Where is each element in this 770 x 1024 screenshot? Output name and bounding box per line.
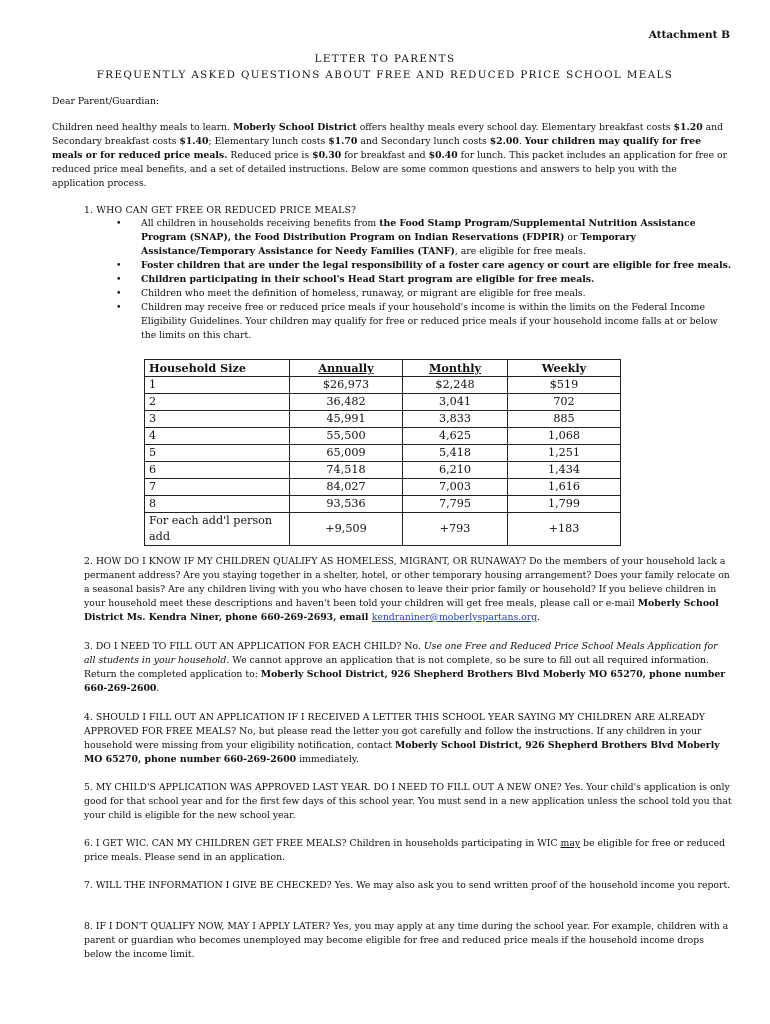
list-item: • Children may receive free or reduced price meals if your household's income is within the limits on the Federal Income Eligibility Guidelines. Your children may qualify for free or reduced price meals if your household income falls at or below the limits on this chart. bbox=[116, 301, 732, 343]
table-cell: $2,248 bbox=[403, 377, 508, 394]
letter-subtitle: FREQUENTLY ASKED QUESTIONS ABOUT FREE AND REDUCED PRICE SCHOOL MEALS bbox=[96, 69, 674, 81]
table-cell: +183 bbox=[508, 513, 621, 546]
table-row bbox=[145, 513, 621, 546]
table-cell: 5 bbox=[145, 445, 290, 462]
table-cell: For each add'l person add bbox=[145, 513, 290, 546]
question-7: 7. WILL THE INFORMATION I GIVE BE CHECKED? Yes. We may also ask you to send written proof of the household income you report. bbox=[84, 880, 731, 891]
table-cell: 3 bbox=[145, 411, 290, 428]
table-cell: 1,799 bbox=[508, 496, 621, 513]
letter-title: LETTER TO PARENTS bbox=[314, 53, 456, 65]
table-cell: 1,616 bbox=[508, 479, 621, 496]
table-cell: 4 bbox=[145, 428, 290, 445]
table-cell: 6,210 bbox=[403, 462, 508, 479]
table-cell: $519 bbox=[508, 377, 621, 394]
table-cell: 1,434 bbox=[508, 462, 621, 479]
table-row bbox=[145, 496, 621, 513]
question-2: 2. HOW DO I KNOW IF MY CHILDREN QUALIFY AS HOMELESS, MIGRANT, OR RUNAWAY? Do the members of your household lack a permanent address? Are you staying together in a shelter, hotel, or other temporary housing arrangement? Does your family relocate on a seasonal basis? Are any children living with you who have chosen to leave their prior family or household? If you believe children in your household meet these descriptions and haven't been told your children will get free meals, please call or e-mail Moberly School District Ms. Kendra Niner, phone 660-269-2693, email kendraniner@moberlyspartans.org. bbox=[84, 556, 730, 623]
question-6: 6. I GET WIC. CAN MY CHILDREN GET FREE MEALS? Children in households participating in WIC may be eligible for free or reduced price meals. Please send in an application. bbox=[84, 838, 726, 863]
question-3: 3. DO I NEED TO FILL OUT AN APPLICATION FOR EACH CHILD? No. Use one Free and Reduced Price School Meals Application for all students in your household. We cannot approve an application that is not complete, so be sure to fill out all required information. Return the completed application to: Moberly School District, 926 Shepherd Brothers Blvd Moberly MO 65270, phone number 660-269-2600. bbox=[84, 641, 726, 694]
table-cell: 74,518 bbox=[290, 462, 403, 479]
table-cell: 7,003 bbox=[403, 479, 508, 496]
eligibility-list bbox=[116, 217, 732, 343]
table-cell: 1 bbox=[145, 377, 290, 394]
table-cell: 1,068 bbox=[508, 428, 621, 445]
table-cell: 702 bbox=[508, 394, 621, 411]
table-row bbox=[145, 445, 621, 462]
contact-email-link[interactable]: kendraniner@moberlyspartans.org bbox=[371, 612, 538, 623]
table-cell: 4,625 bbox=[403, 428, 508, 445]
table-cell: 3,833 bbox=[403, 411, 508, 428]
column-header: Annually bbox=[290, 360, 403, 377]
table-cell: 65,009 bbox=[290, 445, 403, 462]
column-header: Monthly bbox=[403, 360, 508, 377]
table-cell: +793 bbox=[403, 513, 508, 546]
table-row bbox=[145, 394, 621, 411]
table-cell: 6 bbox=[145, 462, 290, 479]
table-cell: 45,991 bbox=[290, 411, 403, 428]
table-header-row bbox=[145, 360, 621, 377]
table-cell: +9,509 bbox=[290, 513, 403, 546]
table-cell: 36,482 bbox=[290, 394, 403, 411]
greeting: Dear Parent/Guardian: bbox=[52, 96, 160, 107]
question-8: 8. IF I DON'T QUALIFY NOW, MAY I APPLY LATER? Yes, you may apply at any time during the school year. For example, children with a parent or guardian who becomes unemployed may become eligible for free and reduced price meals if the household income drops below the income limit. bbox=[84, 921, 729, 960]
table-cell: 7,795 bbox=[403, 496, 508, 513]
table-cell: 55,500 bbox=[290, 428, 403, 445]
intro-paragraph: Children need healthy meals to learn. Moberly School District offers healthy meals every school day. Elementary breakfast costs $1.20 and Secondary breakfast costs $1.40; Elementary lunch costs $1.70 and Secondary lunch costs $2.00. Your children may qualify for free meals or for reduced price meals. Reduced price is $0.30 for breakfast and $0.40 for lunch. This packet includes an application for free or reduced price meal benefits, and a set of detailed instructions. Below are some common questions and answers to help you with the application process. bbox=[52, 122, 728, 189]
question-4: 4. SHOULD I FILL OUT AN APPLICATION IF I RECEIVED A LETTER THIS SCHOOL YEAR SAYING MY CHILDREN ARE ALREADY APPROVED FOR FREE MEALS? No, but please read the letter you got carefully and follow the instructions. If any children in your household were missing from your eligibility notification, contact Moberly School District, 926 Shepherd Brothers Blvd Moberly MO 65270, phone number 660-269-2600 immediately. bbox=[84, 712, 720, 765]
list-item: • Children participating in their school's Head Start program are eligible for free meals. bbox=[116, 273, 732, 287]
table-row bbox=[145, 462, 621, 479]
table-row bbox=[145, 479, 621, 496]
table-cell: 1,251 bbox=[508, 445, 621, 462]
table-row bbox=[145, 428, 621, 445]
question-5: 5. MY CHILD'S APPLICATION WAS APPROVED LAST YEAR. DO I NEED TO FILL OUT A NEW ONE? Yes. Your child's application is only good for that school year and for the first few days of this school year. You must send in a new application unless the school told you that your child is eligible for the new school year. bbox=[84, 782, 732, 821]
table-cell: 3,041 bbox=[403, 394, 508, 411]
table-cell: 84,027 bbox=[290, 479, 403, 496]
table-row bbox=[145, 411, 621, 428]
question-1-heading: 1. WHO CAN GET FREE OR REDUCED PRICE MEALS? bbox=[84, 205, 357, 216]
table-cell: 93,536 bbox=[290, 496, 403, 513]
list-item: • Children who meet the definition of homeless, runaway, or migrant are eligible for free meals. bbox=[116, 287, 732, 301]
income-eligibility-table bbox=[144, 359, 621, 546]
table-cell: 885 bbox=[508, 411, 621, 428]
column-header: Weekly bbox=[508, 360, 621, 377]
table-row bbox=[145, 377, 621, 394]
list-item: • Foster children that are under the legal responsibility of a foster care agency or court are eligible for free meals. bbox=[116, 259, 732, 273]
table-cell: 8 bbox=[145, 496, 290, 513]
attachment-label: Attachment B bbox=[648, 29, 730, 41]
column-header: Household Size bbox=[145, 360, 290, 377]
list-item: • All children in households receiving benefits from the Food Stamp Program/Supplemental Nutrition Assistance Program (SNAP), the Food Distribution Program on Indian Reservations (FDPIR) or Temporary Assistance/Temporary Assistance for Needy Families (TANF), are eligible for free meals. bbox=[116, 217, 732, 259]
table-cell: 7 bbox=[145, 479, 290, 496]
table-cell: 5,418 bbox=[403, 445, 508, 462]
table-cell: $26,973 bbox=[290, 377, 403, 394]
table-cell: 2 bbox=[145, 394, 290, 411]
